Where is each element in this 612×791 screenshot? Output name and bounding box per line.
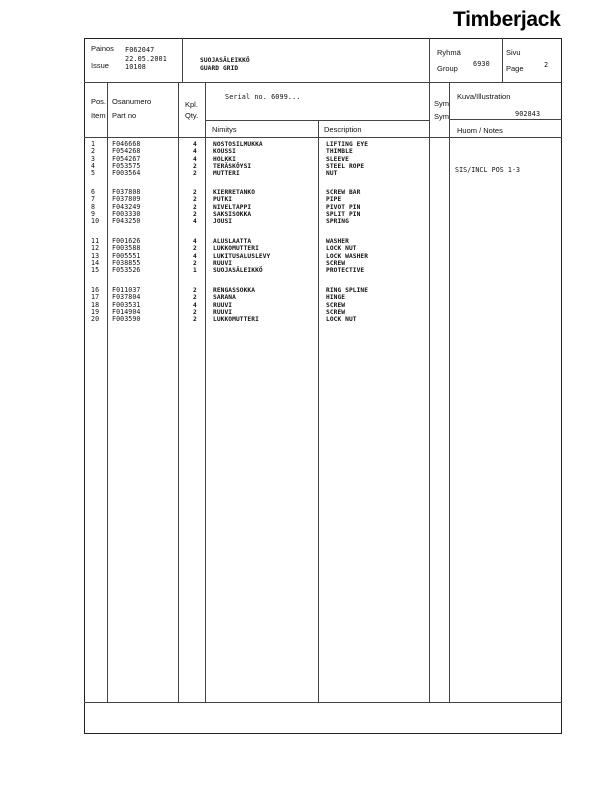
qty-label-en: Qty. — [185, 111, 199, 120]
issue-label-fi: Painos — [91, 44, 114, 53]
pos-label-en: Item — [91, 111, 106, 120]
row-description: LOCK NUT — [326, 245, 357, 253]
row-part-number: F003564 — [112, 169, 141, 178]
row-description: NUT — [326, 170, 338, 178]
notes-label: Huom / Notes — [457, 126, 503, 135]
row-pos: 20 — [91, 315, 100, 324]
issue-number: 10108 — [125, 63, 146, 71]
group-value: 6930 — [473, 60, 490, 68]
row-pos: 19 — [91, 308, 100, 317]
row-name: HOLKKI — [213, 155, 236, 163]
row-name: JOUSI — [213, 218, 233, 226]
pos-part-divider — [107, 82, 108, 702]
row-description: PROTECTIVE — [326, 267, 365, 275]
row-name: ALUSLAATTA — [213, 238, 252, 245]
row-quantity: 1 — [193, 267, 197, 275]
row-note: SIS/INCL POS 1-3 — [455, 166, 521, 174]
illustration-label: Kuva/Illustration — [457, 92, 511, 101]
row-name: SARANA — [213, 294, 236, 302]
row-description: THIMBLE — [326, 148, 353, 156]
row-pos: 16 — [91, 286, 100, 294]
row-part-number: F043250 — [112, 217, 141, 226]
row-name: LUKKOMUTTERI — [213, 245, 259, 253]
row-description: SCREW BAR — [326, 189, 361, 196]
group-page-divider — [502, 38, 503, 82]
part-qty-divider — [178, 82, 179, 702]
row-quantity: 2 — [193, 287, 197, 294]
row-part-number: F005551 — [112, 251, 141, 260]
row-pos: 1 — [91, 140, 96, 148]
row-quantity: 2 — [193, 189, 197, 196]
row-name: SAKSISOKKA — [213, 211, 252, 219]
serial-divider — [205, 120, 429, 121]
row-quantity: 2 — [193, 196, 197, 204]
row-description: PIVOT PIN — [326, 203, 361, 211]
issue-date: 22.05.2001 — [125, 55, 167, 63]
part-label-en: Part no — [112, 111, 137, 120]
row-description: SCREW — [326, 309, 346, 317]
row-quantity: 2 — [193, 211, 197, 219]
row-description: LIFTING EYE — [326, 141, 369, 148]
row-pos: 11 — [91, 237, 100, 245]
name-label: Nimitys — [212, 125, 237, 134]
row-description: SCREW — [326, 260, 346, 268]
row-name: MUTTERI — [213, 170, 240, 178]
row-part-number: F003531 — [112, 300, 141, 309]
row-quantity: 4 — [193, 252, 197, 260]
page-label-fi: Sivu — [506, 48, 521, 57]
illustration-divider — [449, 119, 562, 120]
part-label-fi: Osanumero — [112, 97, 152, 106]
row-pos: 8 — [91, 202, 96, 211]
row-description: PIPE — [326, 196, 342, 204]
qty-name-divider — [205, 82, 206, 702]
row-part-number: F037809 — [112, 195, 141, 204]
timberjack-logo: Timberjack — [453, 8, 561, 31]
page-value: 2 — [544, 61, 549, 69]
title-fi: SUOJASÄLEIKKÖ — [200, 57, 250, 64]
row-part-number: F054267 — [112, 154, 141, 163]
row-quantity: 4 — [193, 155, 197, 163]
row-quantity: 2 — [193, 294, 197, 302]
row-pos: 14 — [91, 259, 100, 268]
row-pos: 15 — [91, 266, 100, 275]
row-quantity: 2 — [193, 260, 197, 268]
row-name: LUKITUSALUSLEVY — [213, 252, 271, 260]
row-quantity: 2 — [193, 203, 197, 211]
row-description: LOCK NUT — [326, 316, 357, 324]
row-quantity: 2 — [193, 245, 197, 253]
row-part-number: F037808 — [112, 188, 141, 196]
row-pos: 4 — [91, 162, 96, 171]
group-label-en: Group — [437, 64, 458, 73]
row-pos: 12 — [91, 244, 100, 253]
row-part-number: F011037 — [112, 286, 141, 294]
sym-notes-divider — [449, 82, 450, 702]
sym-label-en: Sym — [434, 112, 449, 121]
page-label-en: Page — [506, 64, 524, 73]
row-name: NOSTOSILMUKKA — [213, 141, 263, 148]
row-part-number: F001626 — [112, 237, 141, 245]
row-description: SLEEVE — [326, 155, 349, 163]
row-description: HINGE — [326, 294, 346, 302]
row-name: NIVELTAPPI — [213, 203, 252, 211]
row-part-number: F043249 — [112, 202, 141, 211]
issue-code: F062047 — [125, 46, 155, 54]
row-part-number: F003330 — [112, 210, 141, 219]
row-pos: 18 — [91, 300, 100, 309]
row-quantity: 2 — [193, 163, 197, 171]
row-description: STEEL ROPE — [326, 163, 365, 171]
row-pos: 7 — [91, 195, 96, 204]
serial-number: Serial no. 6099... — [225, 93, 301, 101]
row-name: RUUVI — [213, 301, 233, 309]
row-part-number: F003590 — [112, 315, 141, 324]
parts-list-frame — [84, 38, 562, 734]
row-name: TERÄSKÖYSI — [213, 163, 252, 171]
row-name: SUOJASÄLEIKKÖ — [213, 267, 263, 275]
row-description: LOCK WASHER — [326, 252, 369, 260]
row-quantity: 4 — [193, 238, 197, 245]
row-pos: 13 — [91, 251, 100, 260]
row-quantity: 2 — [193, 170, 197, 178]
row-quantity: 4 — [193, 301, 197, 309]
row-pos: 3 — [91, 154, 96, 163]
table-bottom — [84, 702, 562, 703]
row-description: WASHER — [326, 238, 349, 245]
row-part-number: F003588 — [112, 244, 141, 253]
title-en: GUARD GRID — [200, 65, 239, 72]
row-pos: 6 — [91, 188, 96, 196]
issue-title-divider — [182, 38, 183, 82]
row-part-number: F046668 — [112, 140, 141, 148]
row-pos: 17 — [91, 293, 100, 302]
row-part-number: F038855 — [112, 259, 141, 268]
header-divider — [84, 82, 562, 83]
row-quantity: 2 — [193, 316, 197, 324]
row-part-number: F053575 — [112, 162, 141, 171]
row-name: RENGASSOKKA — [213, 287, 256, 294]
row-description: SPLIT PIN — [326, 211, 361, 219]
description-label: Description — [324, 125, 362, 134]
qty-label-fi: Kpl. — [185, 100, 198, 109]
name-desc-divider — [318, 120, 319, 702]
group-label-fi: Ryhmä — [437, 48, 461, 57]
row-quantity: 2 — [193, 309, 197, 317]
row-quantity: 4 — [193, 141, 197, 148]
row-pos: 5 — [91, 169, 96, 178]
row-pos: 2 — [91, 147, 96, 156]
row-description: SCREW — [326, 301, 346, 309]
row-description: SPRING — [326, 218, 349, 226]
row-name: LUKKOMUTTERI — [213, 316, 259, 324]
issue-label-en: Issue — [91, 61, 109, 70]
row-part-number: F053526 — [112, 266, 141, 275]
row-pos: 10 — [91, 217, 100, 226]
row-pos: 9 — [91, 210, 96, 219]
column-header-bottom — [84, 137, 562, 138]
row-name: RUUVI — [213, 260, 233, 268]
row-name: PUTKI — [213, 196, 233, 204]
row-name: KIERRETANKO — [213, 189, 256, 196]
sym-label-fi: Sym — [434, 99, 449, 108]
row-name: RUUVI — [213, 309, 233, 317]
row-quantity: 4 — [193, 148, 197, 156]
illustration-value: 902843 — [515, 110, 541, 118]
row-part-number: F014904 — [112, 308, 141, 317]
row-quantity: 4 — [193, 218, 197, 226]
row-part-number: F037804 — [112, 293, 141, 302]
row-name: KOUSSI — [213, 148, 236, 156]
row-part-number: F054268 — [112, 147, 141, 156]
pos-label-fi: Pos. — [91, 97, 107, 106]
row-description: RING SPLINE — [326, 287, 369, 294]
